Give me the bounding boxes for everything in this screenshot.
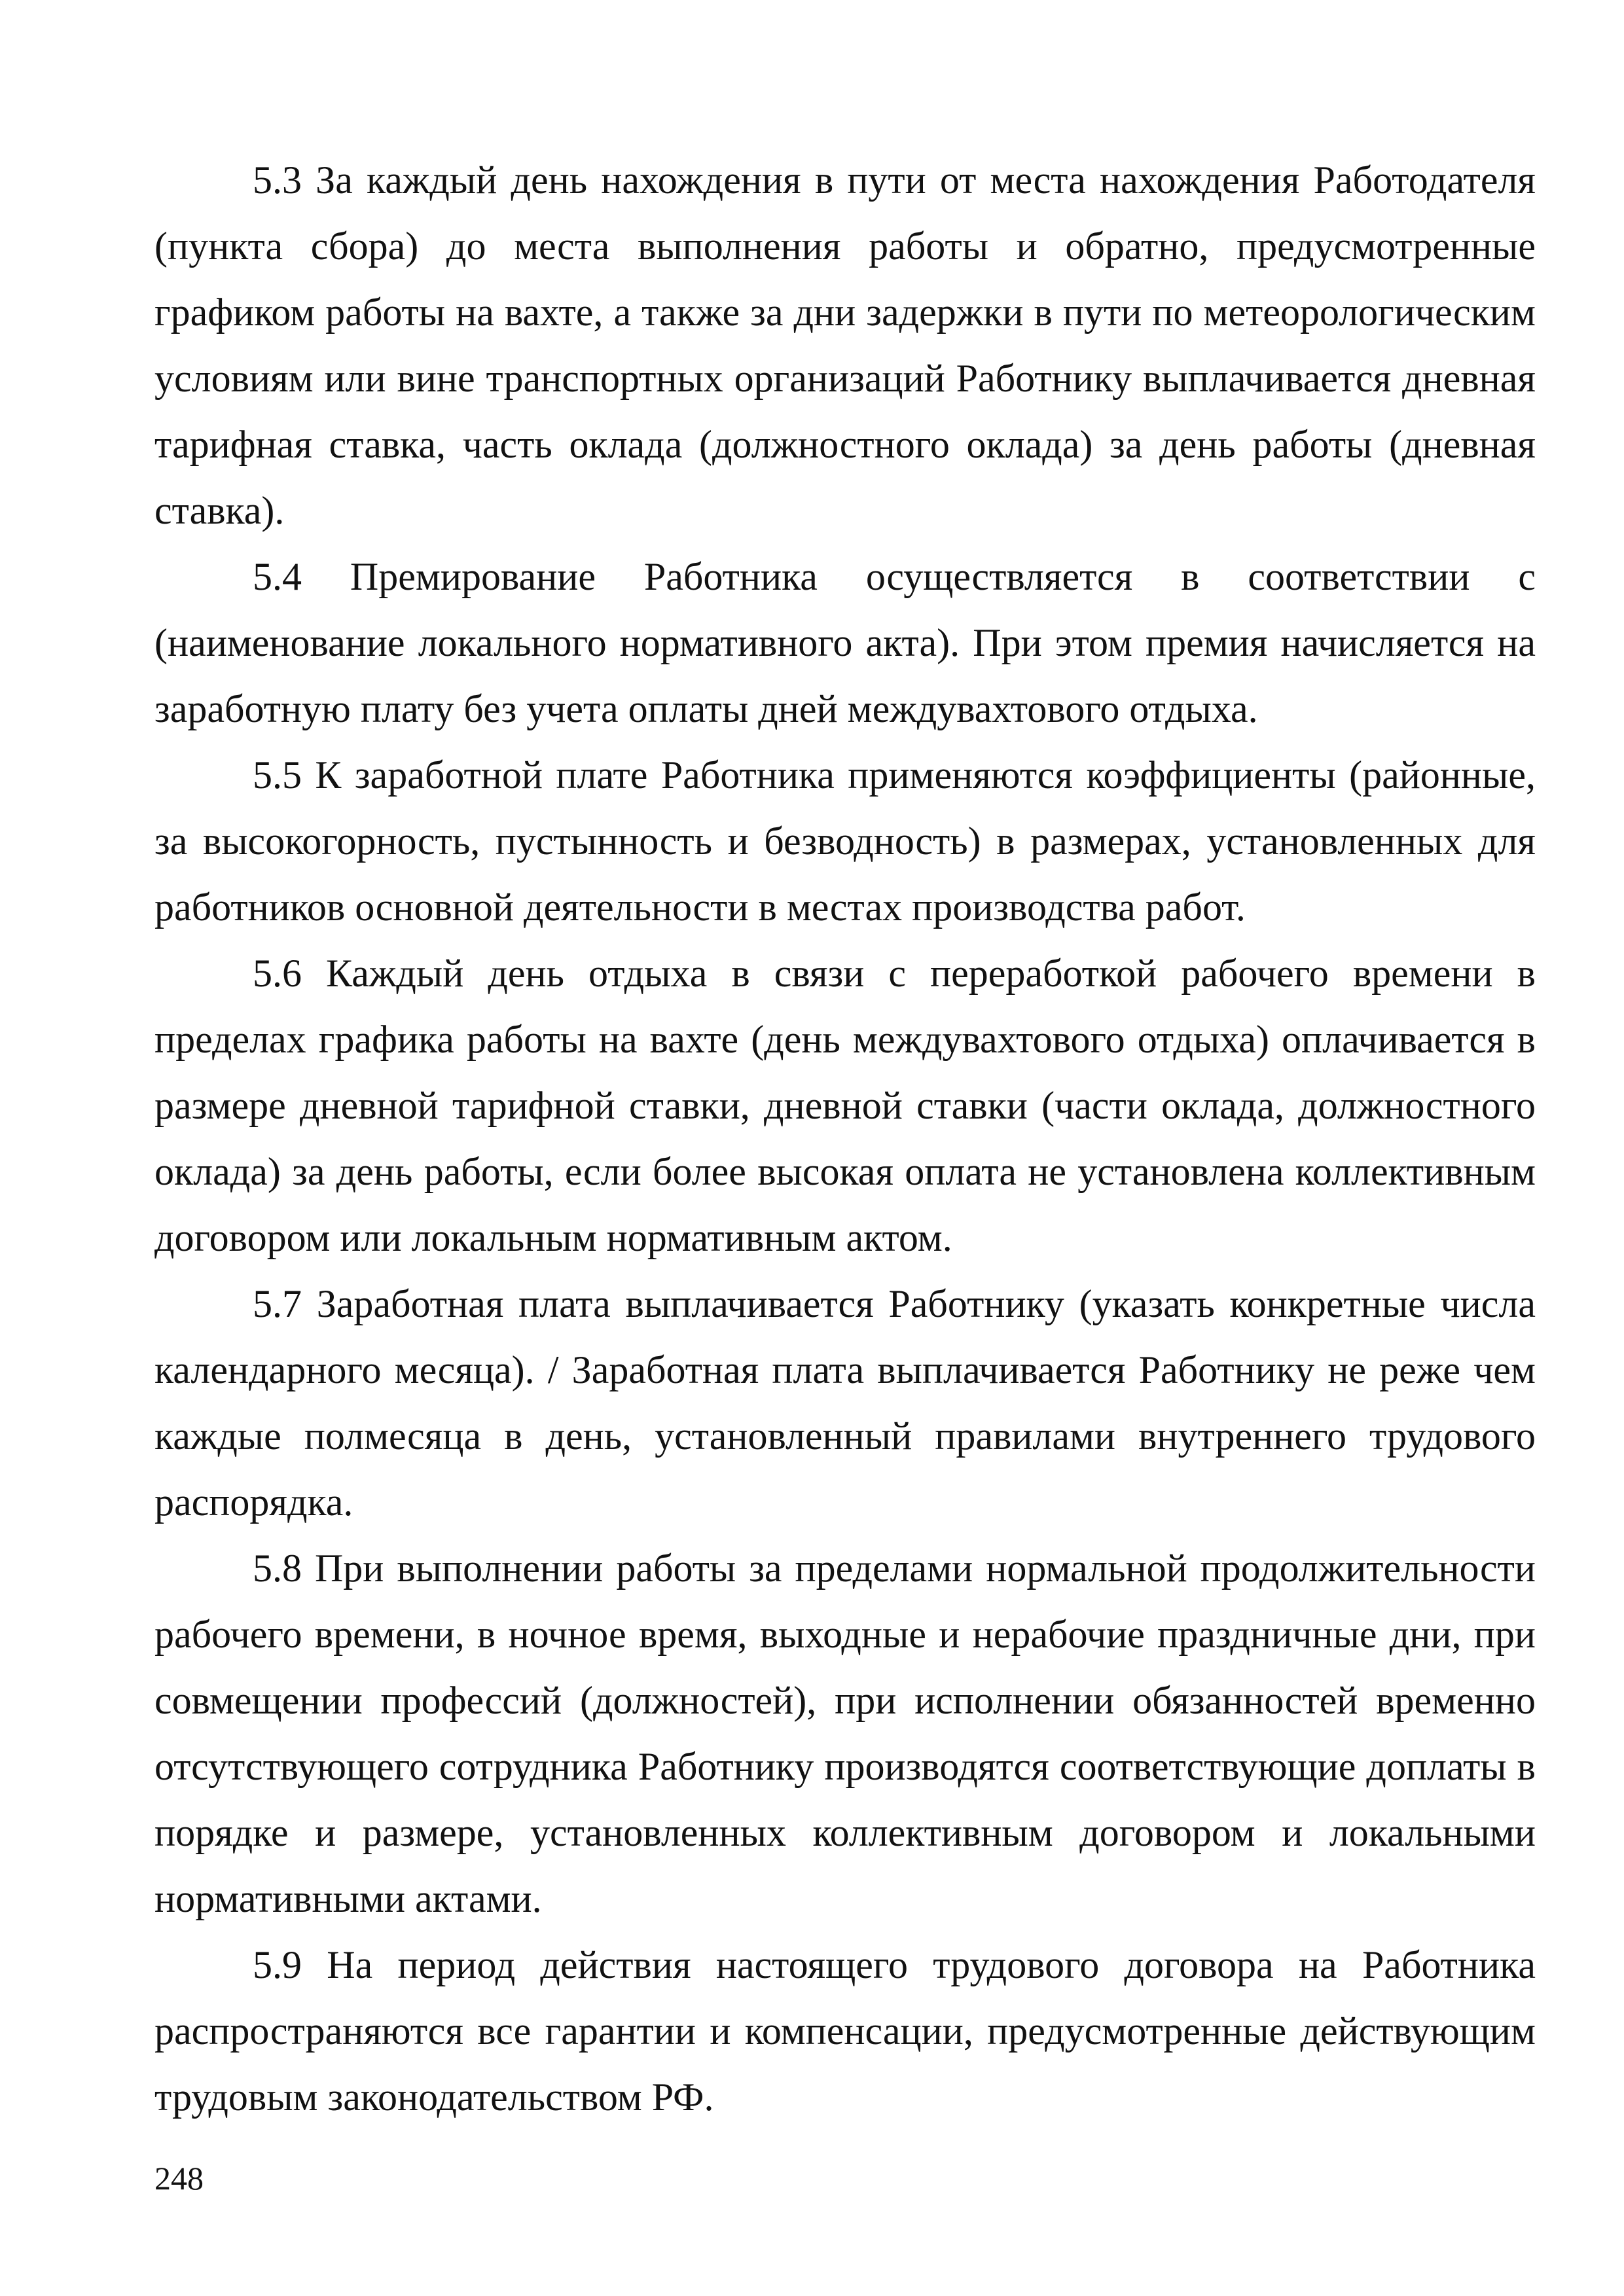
paragraph-5-3: 5.3 За каждый день нахождения в пути от места нахождения Работодателя (пункта сбора) до места выполнения работы и обратно, предусмотренные графиком работы на вахте, а также за дни задержки в пути по метеорологическим условиям или вине транспортных организаций Работнику выплачивается дневная тарифная ставка, часть оклада (должностного оклада) за день работы (дневная ставка).	[154, 158, 1536, 532]
page-number: 248	[154, 2160, 204, 2197]
paragraph-5-7: 5.7 Заработная плата выплачивается Работнику (указать конкретные числа календарного месяца). / Заработная плата выплачивается Работнику не реже чем каждые полмесяца в день, установленный правилами внутреннего трудового распорядка.	[154, 1282, 1536, 1524]
paragraph-5-8: 5.8 При выполнении работы за пределами нормальной продолжительности рабочего времени, в ночное время, выходные и нерабочие праздничные дни, при совмещении профессий (должностей), при исполнении обязанностей временно отсутствующего сотрудника Работнику производятся соответствующие доплаты в порядке и размере, установленных коллективным договором и локальными нормативными актами.	[154, 1547, 1536, 1920]
paragraph-5-9: 5.9 На период действия настоящего трудового договора на Работника распространяются все гарантии и компенсации, предусмотренные действующим трудовым законодательством РФ.	[154, 1943, 1536, 2119]
paragraph-5-4: 5.4 Премирование Работника осуществляется в соответствии с (наименование локального нормативного акта). При этом премия начисляется на заработную плату без учета оплаты дней междувахтового отдыха.	[154, 555, 1536, 730]
paragraph-5-6: 5.6 Каждый день отдыха в связи с переработкой рабочего времени в пределах графика работы на вахте (день междувахтового отдыха) оплачивается в размере дневной тарифной ставки, дневной ставки (части оклада, должностного оклада) за день работы, если более высокая оплата не установлена коллективным договором или локальным нормативным актом.	[154, 952, 1536, 1259]
document-body	[154, 147, 1536, 2130]
paragraph-5-5: 5.5 К заработной плате Работника применяются коэффициенты (районные, за высокогорность, пустынность и безводность) в размерах, установленных для работников основной деятельности в местах производства работ.	[154, 753, 1536, 929]
